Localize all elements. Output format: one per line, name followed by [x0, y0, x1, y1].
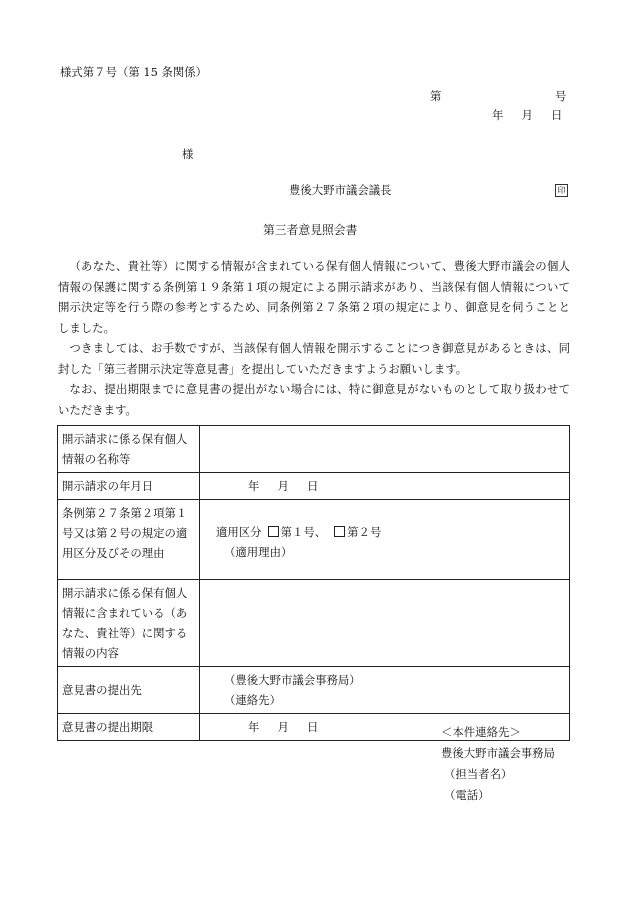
contact-heading: ＜本件連絡先＞	[441, 725, 521, 739]
seal-icon: 印	[555, 184, 568, 197]
paragraph-3: なお、提出期限までに意見書の提出がない場合には、特に御意見がないものとして取り扱わせていただきます。	[58, 382, 570, 417]
row-label-submission-deadline: 意見書の提出期限	[58, 714, 200, 741]
contact-phone: （電話）	[444, 788, 490, 802]
form-number: 様式第７号（第 15 条関係）	[60, 65, 208, 79]
sender-name: 豊後大野市議会議長	[289, 183, 392, 197]
row-label-applicable-category: 条例第２７条第２項第１号又は第２号の規定の適用区分及びその理由	[58, 500, 200, 580]
date-month: 月	[521, 108, 533, 122]
table-row	[58, 500, 570, 580]
table-row	[58, 473, 570, 500]
checkbox-option-2[interactable]	[334, 526, 345, 537]
doc-number-prefix: 第	[430, 89, 442, 103]
addressee-suffix: 様	[182, 147, 194, 161]
row-value-submission-destination: （豊後大野市議会事務局） （連絡先）	[200, 667, 570, 714]
date-year: 年	[492, 108, 504, 122]
seal-mark	[555, 182, 568, 197]
row-value-info-content	[200, 580, 570, 667]
date-day: 日	[551, 108, 563, 122]
row-value-submission-deadline: 年 月 日	[200, 714, 570, 741]
paragraph-1: （あなた、貴社等）に関する情報が含まれている保有個人情報について、豊後大野市議会の個人情報の保護に関する条例第１９条第１項の規定による開示請求があり、当該保有個人情報について開示決定等を行う際の参考とするため、同条例第２７条第２項の規定により、御意見を伺うこととしました。	[58, 259, 570, 335]
issue-date	[492, 107, 562, 123]
row-label-info-content: 開示請求に係る保有個人情報に含まれている（あなた、貴社等）に関する情報の内容	[58, 580, 200, 667]
table-row	[58, 426, 570, 473]
checkbox-option-1[interactable]	[268, 526, 279, 537]
contact-person: （担当者名）	[444, 767, 513, 781]
table-row	[58, 580, 570, 667]
document-title: 第三者意見照会書	[263, 223, 358, 237]
contact-office: 豊後大野市議会事務局	[441, 746, 555, 760]
row-label-request-date: 開示請求の年月日	[58, 473, 200, 500]
info-table	[57, 425, 570, 741]
doc-number-suffix: 号	[555, 89, 567, 103]
row-label-info-name: 開示請求に係る保有個人情報の名称等	[58, 426, 200, 473]
row-value-applicable-category: 適用区分 第１号、 第２号 （適用理由）	[200, 500, 570, 580]
table-row	[58, 667, 570, 714]
row-value-info-name	[200, 426, 570, 473]
row-value-request-date: 年 月 日	[200, 473, 570, 500]
row-label-submission-destination: 意見書の提出先	[58, 667, 200, 714]
reason-label: （適用理由）	[224, 545, 293, 559]
paragraph-2: つきましては、お手数ですが、当該保有個人情報を開示することにつき御意見があるときは、同封した「第三者開示決定等意見書」を提出していただきますようお願いします。	[58, 341, 570, 376]
